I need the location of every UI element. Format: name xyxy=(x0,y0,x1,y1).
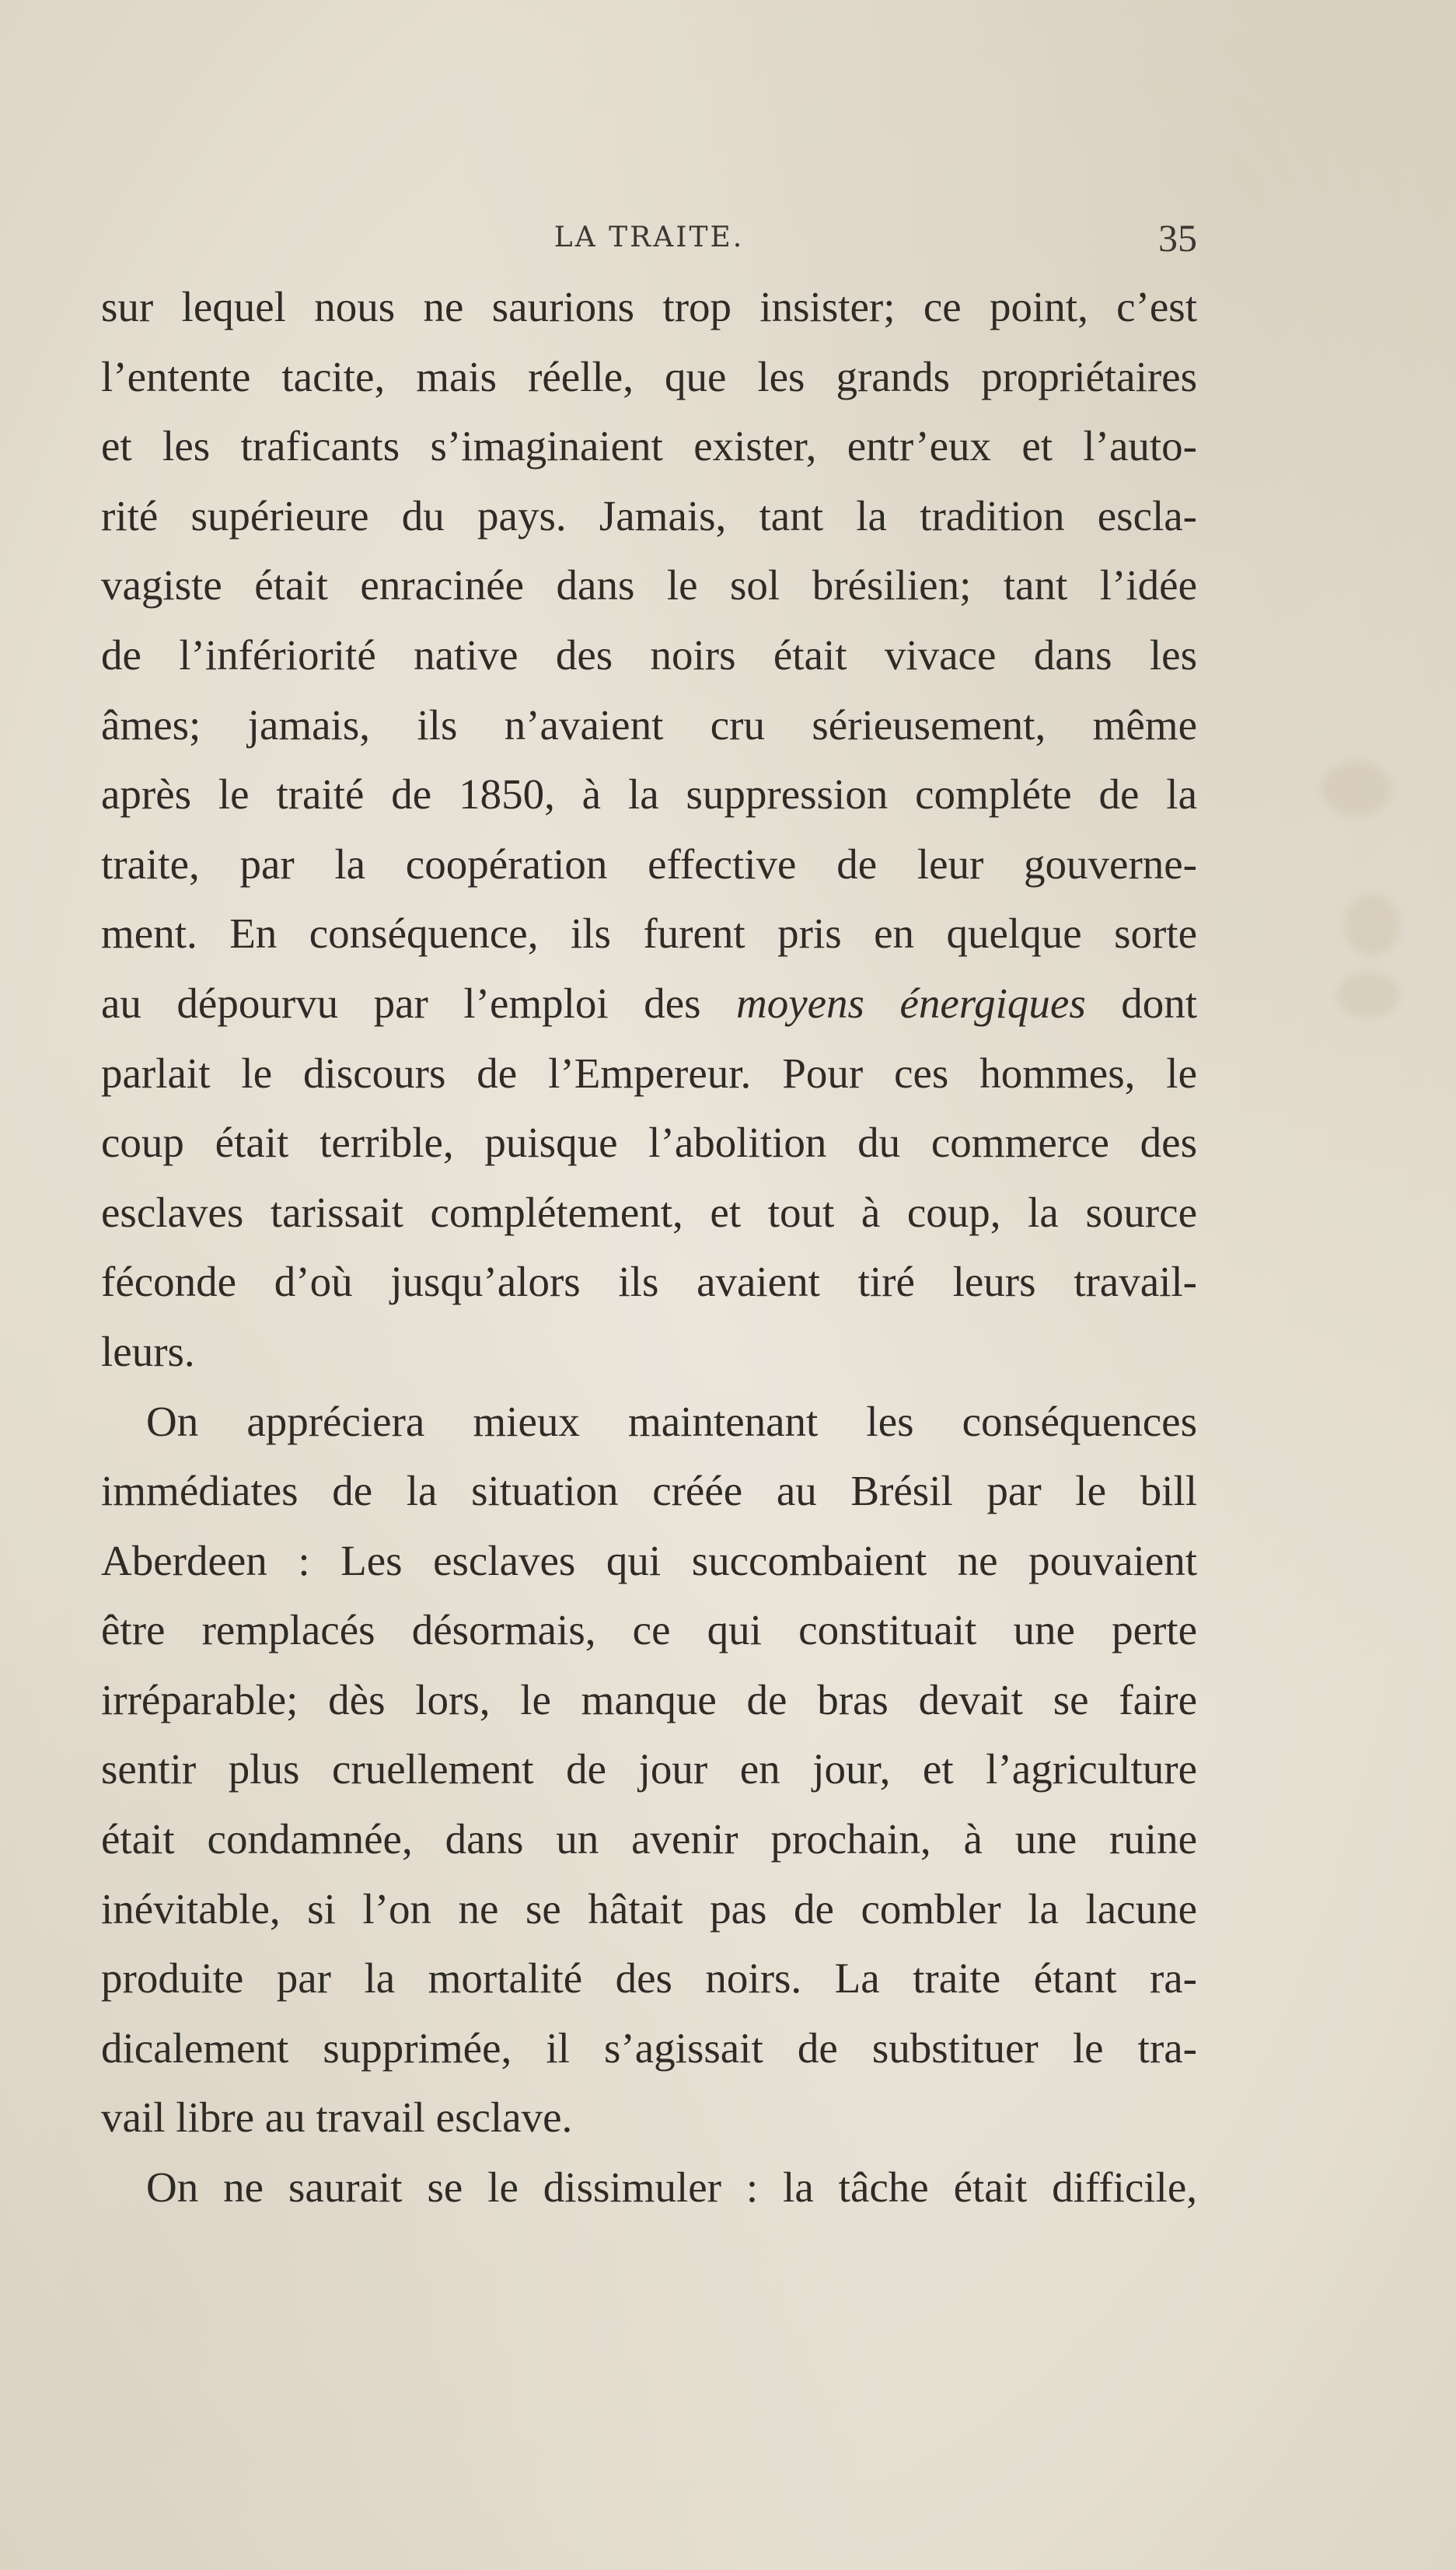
text-line: leurs. xyxy=(101,1327,195,1375)
paper-stain xyxy=(1322,762,1391,816)
text-line: produite par la mortalité des noirs. La traite étant ra- xyxy=(101,1954,1197,2003)
text-line: de l’infériorité native des noirs était vivace dans les xyxy=(101,630,1197,679)
running-head: LA TRAITE. xyxy=(553,222,745,253)
text-line: l’entente tacite, mais réelle, que les grands propriétaires xyxy=(101,352,1197,400)
text-line: inévitable, si l’on ne se hâtait pas de combler la lacune xyxy=(101,1884,1197,1933)
paper-stain xyxy=(1337,972,1399,1018)
text-line: vail libre au travail esclave. xyxy=(101,2093,573,2142)
text-line: Aberdeen : Les esclaves qui succombaient ne pouvaient xyxy=(101,1536,1197,1584)
page-header xyxy=(101,216,1197,268)
text-line: après le traité de 1850, à la suppression compléte de la xyxy=(101,770,1197,819)
italic-phrase: moyens énergiques xyxy=(736,979,1086,1027)
paper-stain xyxy=(1345,894,1399,956)
text-line: vagiste était enracinée dans le sol brésilien; tant l’idée xyxy=(101,561,1197,609)
text-line: traite, par la coopération effective de leur gouverne- xyxy=(101,840,1197,888)
text-line: esclaves tarissait complétement, et tout à coup, la source xyxy=(101,1188,1197,1236)
page-number: 35 xyxy=(1158,216,1197,260)
text-line-with-italic: au dépourvu par l’emploi des moyens énergiques dont xyxy=(101,979,1198,1027)
text-line: être remplacés désormais, ce qui constituait une perte xyxy=(101,1606,1197,1654)
body-text xyxy=(101,272,1197,2223)
text-line: irréparable; dès lors, le manque de bras devait se faire xyxy=(101,1675,1197,1723)
text-line: coup était terrible, puisque l’abolition du commerce des xyxy=(101,1119,1197,1167)
text-line: âmes; jamais, ils n’avaient cru sérieusement, même xyxy=(101,700,1197,749)
text-line: était condamnée, dans un avenir prochain, à une ruine xyxy=(101,1815,1197,1863)
text-line: immédiates de la situation créée au Brésil par le bill xyxy=(101,1467,1197,1515)
text-line: féconde d’où jusqu’alors ils avaient tiré leurs travail- xyxy=(101,1258,1197,1306)
text-line: sur lequel nous ne saurions trop insister; ce point, c’est xyxy=(101,283,1197,330)
text-line: et les traficants s’imaginaient exister, entr’eux et l’auto- xyxy=(101,422,1197,470)
paragraph-start-line: On appréciera mieux maintenant les conséquences xyxy=(146,1397,1197,1445)
text-line: sentir plus cruellement de jour en jour, et l’agriculture xyxy=(101,1745,1197,1793)
text-line: ment. En conséquence, ils furent pris en quelque sorte xyxy=(101,910,1197,958)
text-line: dicalement supprimée, il s’agissait de substituer le tra- xyxy=(101,2024,1197,2072)
text-line: parlait le discours de l’Empereur. Pour ces hommes, le xyxy=(101,1049,1197,1097)
text-line: rité supérieure du pays. Jamais, tant la tradition escla- xyxy=(101,491,1197,539)
paragraph-start-line: On ne saurait se le dissimuler : la tâche était difficile, xyxy=(146,2163,1197,2212)
